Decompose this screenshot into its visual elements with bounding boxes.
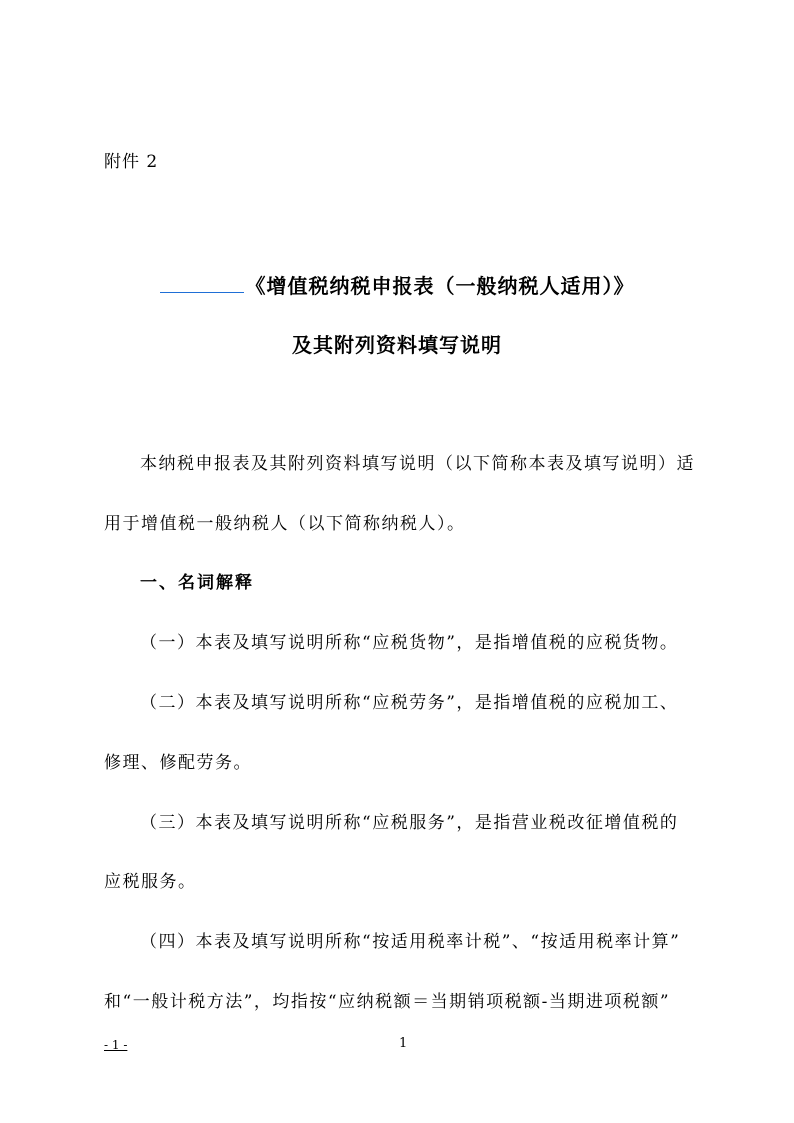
- definition-item-3-line1: （三）本表及填写说明所称“应税服务”，是指营业税改征增值税的: [140, 813, 679, 833]
- definition-item-2-line1: （二）本表及填写说明所称“应税劳务”，是指增值税的应税加工、: [140, 693, 679, 713]
- title-blank-underline: [160, 274, 244, 293]
- document-title-line2: 及其附列资料填写说明: [292, 333, 502, 357]
- definition-item-1: （一）本表及填写说明所称“应税货物”，是指增值税的应税货物。: [140, 633, 679, 653]
- section-heading-definitions: 一、名词解释: [140, 573, 254, 593]
- definition-item-2-line2: 修理、修配劳务。: [104, 753, 252, 773]
- document-title-line1: [0, 270, 794, 299]
- intro-paragraph-line2: 用于增值税一般纳税人（以下简称纳税人）。: [104, 514, 466, 534]
- definition-item-4-line1: （四）本表及填写说明所称“按适用税率计税”、“按适用税率计算”: [140, 932, 681, 952]
- intro-paragraph-line1: 本纳税申报表及其附列资料填写说明（以下简称本表及填写说明）适: [140, 454, 695, 474]
- footer-page-number: 1: [399, 1036, 408, 1051]
- footer-page-marker: - 1 -: [104, 1038, 128, 1052]
- definition-item-4-line2: 和“一般计税方法”，均指按“应纳税额＝当期销项税额-当期进项税额”: [104, 992, 671, 1012]
- definition-item-3-line2: 应税服务。: [104, 872, 197, 892]
- title-text-line1: 《增值税纳税申报表（一般纳税人适用）》: [245, 274, 635, 298]
- attachment-label: 附件 2: [104, 152, 159, 172]
